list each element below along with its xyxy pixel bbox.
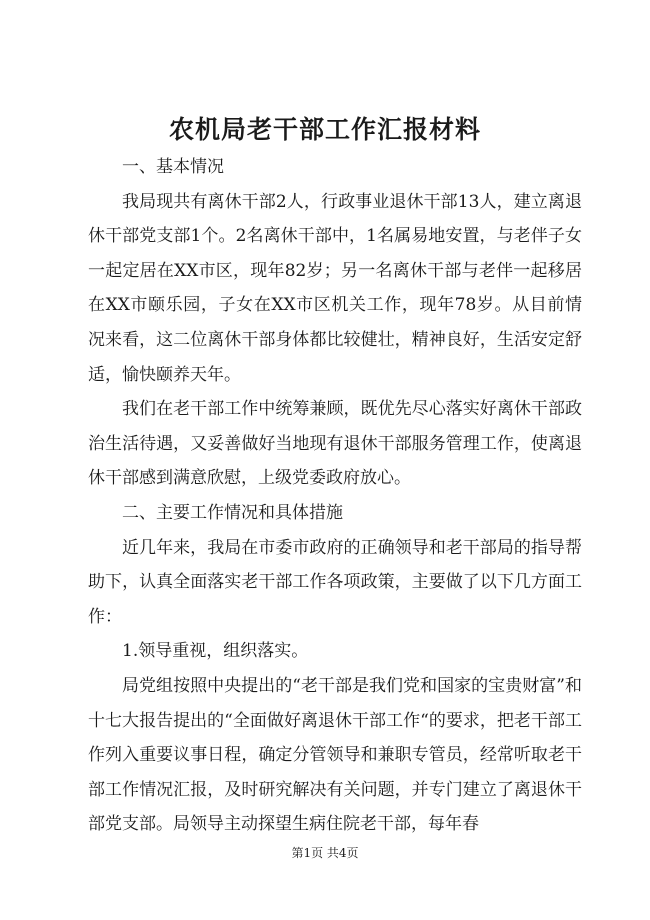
page-number-footer: 第1页 共4页 [291,846,359,860]
paragraph-recent-years: 近几年来，我局在市委市政府的正确领导和老干部局的指导帮助下，认真全面落实老干部工作各项政策，主要做了以下几方面工作： [88,537,582,627]
paragraph-work-approach: 我们在老干部工作中统筹兼顾，既优先尽心落实好离休干部政治生活待遇，又妥善做好当地现有退休干部服务管理工作，使离退休干部感到满意欣慰，上级党委政府放心。 [88,399,582,489]
subheading-leadership: 1.领导重视，组织落实。 [122,641,309,662]
paragraph-staff-overview: 我局现共有离休干部2人，行政事业退休干部13人，建立离退休干部党支部1个。2名离休干部中，1名属易地安置，与老伴子女一起定居在XX市区，现年82岁；另一名离休干部与老伴一起移居在XX市颐乐园，子女在XX市区机关工作，现年78岁。从目前情况来看，这二位离休干部身体都比较健壮，精神良好，生活安定舒适，愉快颐养天年。 [88,191,582,385]
document-body [88,150,582,842]
section-heading-basic-info: 一、基本情况 [122,157,224,177]
paragraph-party-group: 局党组按照中央提出的“老干部是我们党和国家的宝贵财富”和十七大报告提出的“全面做好离退休干部工作“的要求，把老干部工作列入重要议事日程，确定分管领导和兼职专管员，经常听取老干部工作情况汇报，及时研究解决有关问题，并专门建立了离退休干部党支部。局领导主动探望生病住院老干部，每年春 [88,675,582,835]
document-title: 农机局老干部工作汇报材料 [168,115,481,144]
section-heading-main-work: 二、主要工作情况和具体措施 [122,502,343,523]
